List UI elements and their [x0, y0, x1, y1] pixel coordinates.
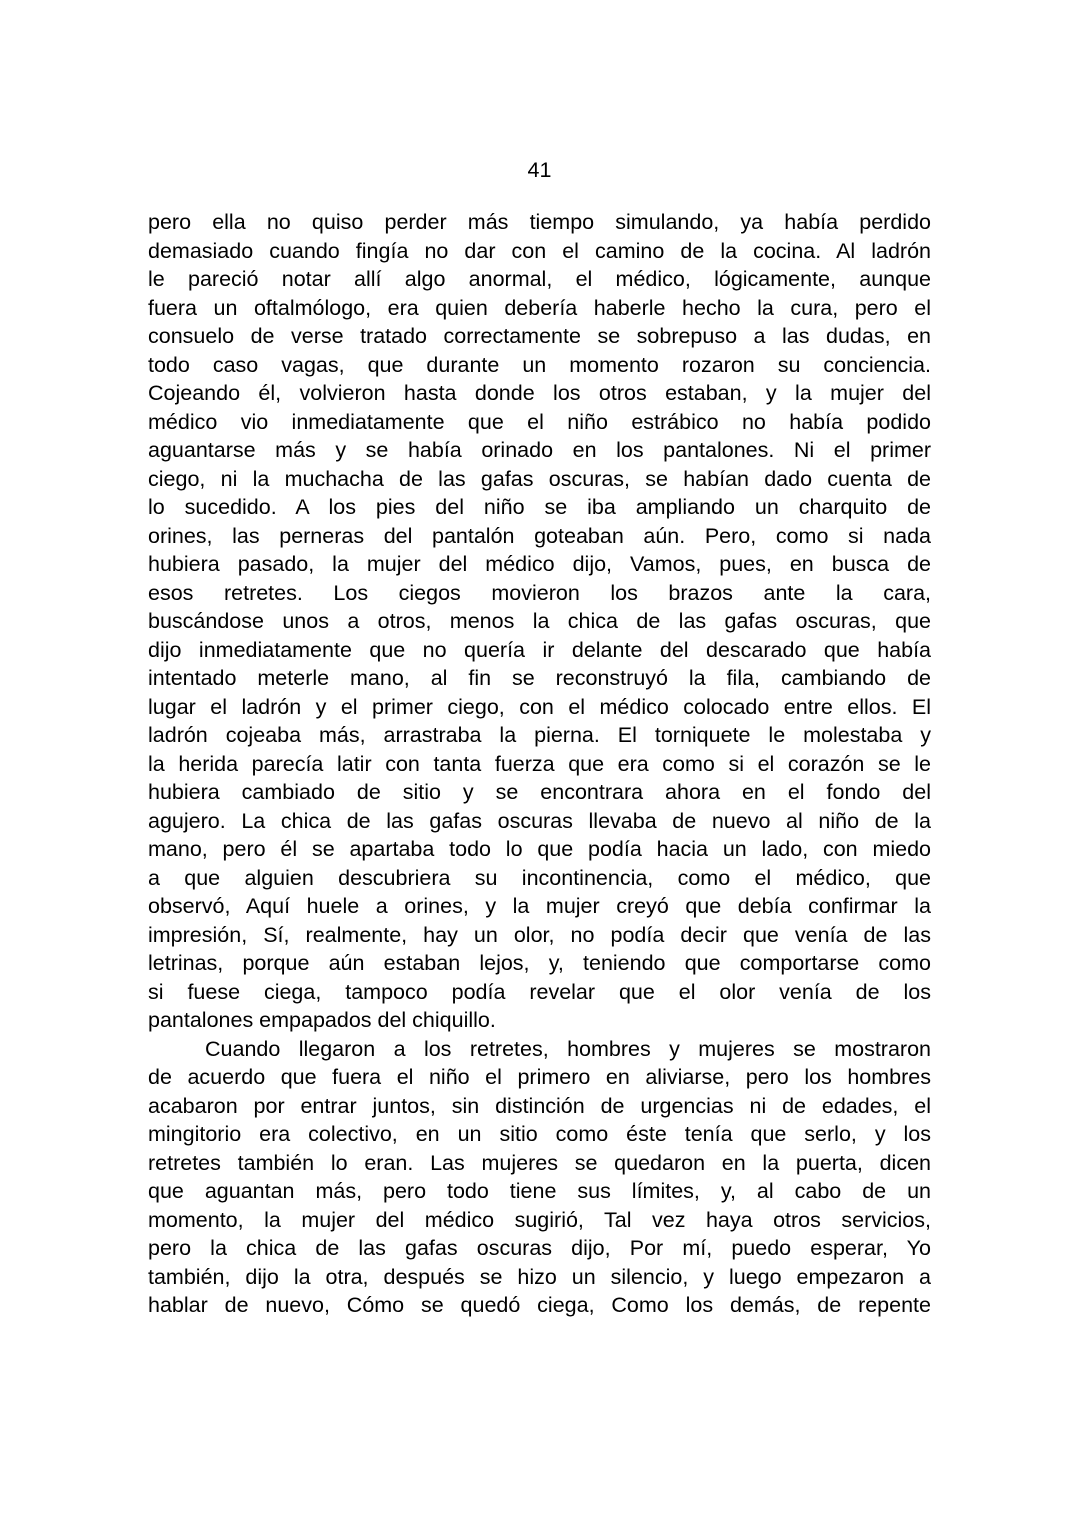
- text-line: aguantarse más y se había orinado en los pantalones. Ni el primer: [148, 438, 931, 462]
- page-number: 41: [527, 158, 552, 182]
- text-line: impresión, Sí, realmente, hay un olor, no podía decir que venía de las: [148, 922, 931, 947]
- text-line: pantalones empapados del chiquillo.: [148, 1008, 496, 1032]
- text-line: esos retretes. Los ciegos movieron los brazos ante la cara,: [148, 580, 931, 605]
- text-line: mano, pero él se apartaba todo lo que podía hacia un lado, con miedo: [148, 837, 931, 861]
- text-line: demasiado cuando fingía no dar con el camino de la cocina. Al ladrón: [148, 238, 931, 263]
- text-line: intentado meterle mano, al fin se reconstruyó la fila, cambiando de: [148, 666, 931, 690]
- text-line: hubiera cambiado de sitio y se encontrara ahora en el fondo del: [148, 780, 931, 804]
- text-line: lo sucedido. A los pies del niño se iba ampliando un charquito de: [148, 495, 931, 519]
- text-line: letrinas, porque aún estaban lejos, y, teniendo que comportarse como: [148, 951, 931, 975]
- text-line: hablar de nuevo, Cómo se quedó ciega, Como los demás, de repente: [148, 1293, 931, 1317]
- text-line: le pareció notar allí algo anormal, el médico, lógicamente, aunque: [148, 267, 931, 291]
- text-line: Cojeando él, volvieron hasta donde los otros estaban, y la mujer del: [148, 381, 931, 405]
- text-line: si fuese ciega, tampoco podía revelar que el olor venía de los: [148, 979, 931, 1004]
- text-line: orines, las perneras del pantalón goteaban aún. Pero, como si nada: [148, 523, 931, 548]
- text-line: momento, la mujer del médico sugirió, Tal vez haya otros servicios,: [148, 1207, 931, 1232]
- text-block: [148, 208, 931, 1320]
- text-line: pero ella no quiso perder más tiempo simulando, ya había perdido: [148, 210, 931, 234]
- text-line: pero la chica de las gafas oscuras dijo, Por mí, puedo esperar, Yo: [148, 1236, 931, 1260]
- text-line: consuelo de verse tratado correctamente se sobrepuso a las dudas, en: [148, 324, 931, 348]
- text-line: retretes también lo eran. Las mujeres se quedaron en la puerta, dicen: [148, 1150, 931, 1175]
- text-line: la herida parecía latir con tanta fuerza que era como si el corazón se le: [148, 751, 931, 776]
- text-line: a que alguien descubriera su incontinencia, como el médico, que: [148, 865, 931, 890]
- text-line: ladrón cojeaba más, arrastraba la pierna. El torniquete le molestaba y: [148, 723, 931, 747]
- text-line: médico vio inmediatamente que el niño estrábico no había podido: [148, 409, 931, 434]
- text-line: Cuando llegaron a los retretes, hombres y mujeres se mostraron: [205, 1036, 931, 1061]
- text-line: lugar el ladrón y el primer ciego, con el médico colocado entre ellos. El: [148, 694, 931, 719]
- text-line: dijo inmediatamente que no quería ir delante del descarado que había: [148, 637, 931, 662]
- text-line: también, dijo la otra, después se hizo un silencio, y luego empezaron a: [148, 1264, 931, 1289]
- text-line: ciego, ni la muchacha de las gafas oscuras, se habían dado cuenta de: [148, 466, 931, 491]
- text-line: buscándose unos a otros, menos la chica de las gafas oscuras, que: [148, 609, 931, 633]
- text-line: de acuerdo que fuera el niño el primero en aliviarse, pero los hombres: [148, 1065, 931, 1089]
- text-line: hubiera pasado, la mujer del médico dijo, Vamos, pues, en busca de: [148, 552, 931, 576]
- text-line: agujero. La chica de las gafas oscuras llevaba de nuevo al niño de la: [148, 808, 931, 833]
- text-line: observó, Aquí huele a orines, y la mujer creyó que debía confirmar la: [148, 894, 931, 918]
- text-line: mingitorio era colectivo, en un sitio como éste tenía que serlo, y los: [148, 1122, 931, 1146]
- text-line: fuera un oftalmólogo, era quien debería haberle hecho la cura, pero el: [148, 295, 931, 320]
- text-line: acabaron por entrar juntos, sin distinción de urgencias ni de edades, el: [148, 1093, 931, 1118]
- text-line: todo caso vagas, que durante un momento rozaron su conciencia.: [148, 352, 931, 377]
- text-line: que aguantan más, pero todo tiene sus límites, y, al cabo de un: [148, 1179, 931, 1203]
